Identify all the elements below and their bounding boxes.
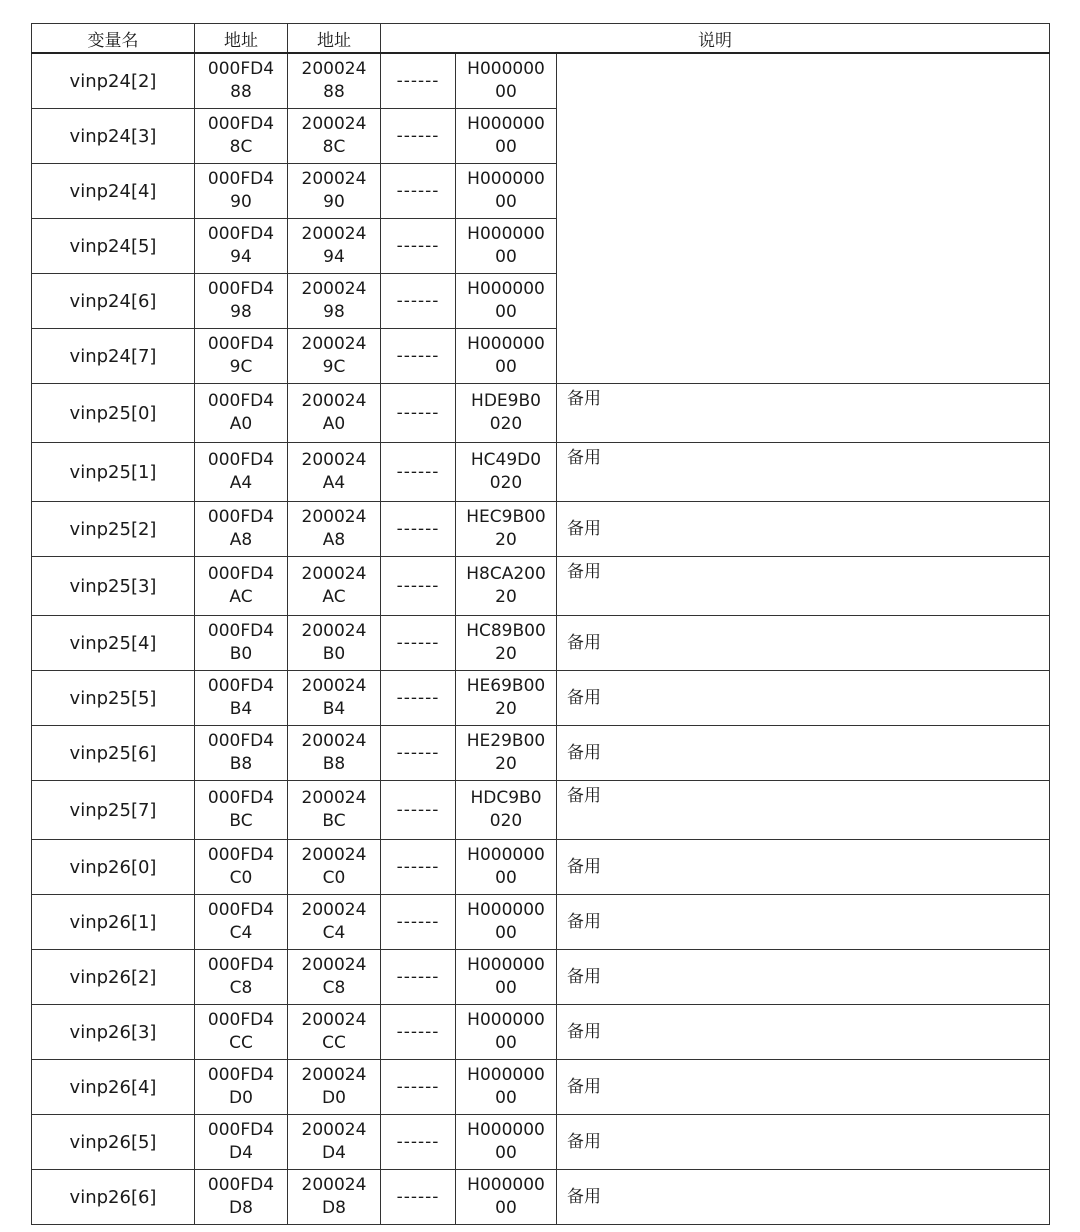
default-value-cell <box>456 1005 557 1060</box>
default-value-line: 20 <box>495 754 517 774</box>
description-cell: 备用 <box>557 1115 1050 1170</box>
address-2-cell <box>288 616 381 671</box>
address-1-cell <box>195 443 288 502</box>
address-2-line: 200024 <box>301 1010 367 1030</box>
address-1-line: 000FD4 <box>207 1010 275 1030</box>
address-1-line: BC <box>229 811 253 831</box>
table-row <box>32 53 1050 109</box>
placeholder-dash-cell: ------ <box>381 274 456 329</box>
default-value-cell <box>456 109 557 164</box>
placeholder-dash-cell: ------ <box>381 329 456 384</box>
address-1-line: 000FD4 <box>207 1065 275 1085</box>
variable-name-cell: vinp24[4] <box>32 164 195 219</box>
variable-name-cell: vinp26[2] <box>32 950 195 1005</box>
placeholder-dash-cell: ------ <box>381 840 456 895</box>
address-1-line: A8 <box>229 530 253 550</box>
address-1-line: 94 <box>230 247 252 267</box>
address-2-cell <box>288 950 381 1005</box>
default-value-line: 00 <box>495 923 517 943</box>
default-value-line: H000000 <box>467 169 545 189</box>
default-value-cell <box>456 1115 557 1170</box>
default-value-line: 00 <box>495 1143 517 1163</box>
address-2-line: 200024 <box>301 845 367 865</box>
description-cell: 备用 <box>557 1170 1050 1225</box>
placeholder-dash-cell: ------ <box>381 950 456 1005</box>
header-row <box>32 24 1050 54</box>
description-cell <box>557 109 1050 164</box>
table-row <box>32 840 1050 895</box>
placeholder-dash-cell: ------ <box>381 726 456 781</box>
default-value-line: H000000 <box>467 334 545 354</box>
address-2-cell <box>288 557 381 616</box>
address-1-line: 000FD4 <box>207 507 275 527</box>
address-1-cell <box>195 726 288 781</box>
address-2-line: 200024 <box>301 1175 367 1195</box>
address-2-cell <box>288 1170 381 1225</box>
table-row <box>32 502 1050 557</box>
default-value-line: H000000 <box>467 1175 545 1195</box>
default-value-line: 20 <box>495 644 517 664</box>
address-2-line: D0 <box>322 1088 346 1108</box>
address-1-line: B4 <box>229 699 253 719</box>
address-1-line: C0 <box>229 868 253 888</box>
default-value-cell <box>456 384 557 443</box>
default-value-line: 20 <box>495 530 517 550</box>
address-1-line: C4 <box>229 923 253 943</box>
address-2-line: 98 <box>323 302 345 322</box>
address-1-line: 000FD4 <box>207 845 275 865</box>
placeholder-dash-cell: ------ <box>381 1115 456 1170</box>
address-1-line: 000FD4 <box>207 955 275 975</box>
table-row <box>32 950 1050 1005</box>
address-1-cell <box>195 781 288 840</box>
table-row <box>32 671 1050 726</box>
address-1-line: 98 <box>230 302 252 322</box>
address-2-cell <box>288 109 381 164</box>
variable-name-cell: vinp25[7] <box>32 781 195 840</box>
default-value-line: H000000 <box>467 59 545 79</box>
address-2-line: A0 <box>322 414 346 434</box>
address-2-line: 90 <box>323 192 345 212</box>
address-1-cell <box>195 53 288 109</box>
header-address-1: 地址 <box>195 24 288 54</box>
variable-name-cell: vinp24[2] <box>32 53 195 109</box>
default-value-cell <box>456 781 557 840</box>
default-value-line: H000000 <box>467 1120 545 1140</box>
default-value-line: H000000 <box>467 900 545 920</box>
address-2-line: C4 <box>322 923 346 943</box>
address-2-cell <box>288 671 381 726</box>
description-cell: 备用 <box>557 726 1050 781</box>
address-1-line: 000FD4 <box>207 59 275 79</box>
default-value-line: 00 <box>495 1088 517 1108</box>
address-1-line: 8C <box>229 137 253 157</box>
table-row <box>32 164 1050 219</box>
default-value-line: HC89B00 <box>466 621 546 641</box>
address-1-line: 000FD4 <box>207 900 275 920</box>
address-2-line: B0 <box>322 644 346 664</box>
default-value-line: 00 <box>495 1033 517 1053</box>
address-1-line: AC <box>229 587 253 607</box>
address-2-line: 8C <box>322 137 346 157</box>
default-value-line: 00 <box>495 302 517 322</box>
table-row <box>32 443 1050 502</box>
address-2-line: 200024 <box>301 621 367 641</box>
description-cell: 备用 <box>557 781 1050 840</box>
address-1-line: 000FD4 <box>207 114 275 134</box>
placeholder-dash-cell: ------ <box>381 671 456 726</box>
table-header <box>32 24 1050 54</box>
variable-name-cell: vinp26[3] <box>32 1005 195 1060</box>
table-row <box>32 616 1050 671</box>
default-value-cell <box>456 443 557 502</box>
address-2-cell <box>288 895 381 950</box>
address-2-line: 9C <box>322 357 346 377</box>
default-value-line: H000000 <box>467 1065 545 1085</box>
address-1-line: 000FD4 <box>207 391 275 411</box>
default-value-line: H000000 <box>467 114 545 134</box>
address-1-line: A0 <box>229 414 253 434</box>
address-2-line: 200024 <box>301 114 367 134</box>
default-value-line: 00 <box>495 868 517 888</box>
header-description: 说明 <box>381 24 1050 54</box>
description-cell: 备用 <box>557 502 1050 557</box>
address-1-line: B8 <box>229 754 253 774</box>
table-row <box>32 109 1050 164</box>
default-value-line: 020 <box>489 473 523 493</box>
table-body <box>32 53 1050 1225</box>
address-1-line: D4 <box>229 1143 253 1163</box>
table-row <box>32 781 1050 840</box>
default-value-cell <box>456 164 557 219</box>
description-cell: 备用 <box>557 557 1050 616</box>
default-value-cell <box>456 274 557 329</box>
address-2-cell <box>288 53 381 109</box>
address-1-cell <box>195 671 288 726</box>
address-1-cell <box>195 164 288 219</box>
address-2-line: 200024 <box>301 731 367 751</box>
address-1-cell <box>195 895 288 950</box>
table-row <box>32 895 1050 950</box>
address-1-line: B0 <box>229 644 253 664</box>
table-row <box>32 557 1050 616</box>
placeholder-dash-cell: ------ <box>381 384 456 443</box>
description-cell: 备用 <box>557 895 1050 950</box>
placeholder-dash-cell: ------ <box>381 1060 456 1115</box>
default-value-cell <box>456 726 557 781</box>
description-cell: 备用 <box>557 671 1050 726</box>
default-value-line: H000000 <box>467 279 545 299</box>
address-2-cell <box>288 443 381 502</box>
address-1-line: 000FD4 <box>207 334 275 354</box>
address-1-line: 000FD4 <box>207 1120 275 1140</box>
default-value-line: 00 <box>495 137 517 157</box>
address-2-line: 200024 <box>301 900 367 920</box>
table-row <box>32 274 1050 329</box>
address-2-line: 200024 <box>301 955 367 975</box>
default-value-cell <box>456 1060 557 1115</box>
address-2-line: A4 <box>322 473 346 493</box>
placeholder-dash-cell: ------ <box>381 443 456 502</box>
variable-name-cell: vinp25[1] <box>32 443 195 502</box>
address-1-line: 88 <box>230 82 252 102</box>
placeholder-dash-cell: ------ <box>381 557 456 616</box>
address-2-line: 200024 <box>301 391 367 411</box>
table-row <box>32 219 1050 274</box>
description-cell <box>557 53 1050 109</box>
address-1-cell <box>195 1170 288 1225</box>
address-2-line: 88 <box>323 82 345 102</box>
default-value-cell <box>456 557 557 616</box>
address-1-line: 000FD4 <box>207 788 275 808</box>
default-value-cell <box>456 219 557 274</box>
address-2-cell <box>288 274 381 329</box>
table-row <box>32 1115 1050 1170</box>
address-1-line: 000FD4 <box>207 279 275 299</box>
default-value-line: 00 <box>495 978 517 998</box>
default-value-cell <box>456 840 557 895</box>
address-2-line: C8 <box>322 978 346 998</box>
default-value-cell <box>456 895 557 950</box>
description-cell: 备用 <box>557 443 1050 502</box>
default-value-line: 20 <box>495 587 517 607</box>
address-1-line: CC <box>229 1033 253 1053</box>
address-1-cell <box>195 1005 288 1060</box>
default-value-cell <box>456 671 557 726</box>
address-2-line: 200024 <box>301 564 367 584</box>
address-1-line: C8 <box>229 978 253 998</box>
address-1-line: 000FD4 <box>207 1175 275 1195</box>
default-value-cell <box>456 329 557 384</box>
address-2-cell <box>288 164 381 219</box>
default-value-cell <box>456 502 557 557</box>
address-2-line: 200024 <box>301 507 367 527</box>
default-value-cell <box>456 53 557 109</box>
address-1-cell <box>195 274 288 329</box>
address-2-cell <box>288 1005 381 1060</box>
address-2-cell <box>288 329 381 384</box>
variable-name-cell: vinp26[5] <box>32 1115 195 1170</box>
description-cell <box>557 219 1050 274</box>
default-value-line: 00 <box>495 247 517 267</box>
variable-name-cell: vinp24[7] <box>32 329 195 384</box>
variable-name-cell: vinp25[0] <box>32 384 195 443</box>
address-2-line: 200024 <box>301 279 367 299</box>
header-address-2: 地址 <box>288 24 381 54</box>
table-row <box>32 1170 1050 1225</box>
address-2-line: 200024 <box>301 169 367 189</box>
address-1-line: 9C <box>229 357 253 377</box>
address-2-line: 94 <box>323 247 345 267</box>
address-1-cell <box>195 1115 288 1170</box>
address-1-cell <box>195 109 288 164</box>
variable-name-cell: vinp26[0] <box>32 840 195 895</box>
description-cell: 备用 <box>557 384 1050 443</box>
default-value-line: HDC9B0 <box>470 788 542 808</box>
description-cell <box>557 164 1050 219</box>
address-1-line: 000FD4 <box>207 224 275 244</box>
table-row <box>32 726 1050 781</box>
table-row <box>32 384 1050 443</box>
variable-name-cell: vinp25[4] <box>32 616 195 671</box>
address-1-cell <box>195 219 288 274</box>
address-1-cell <box>195 384 288 443</box>
default-value-cell <box>456 616 557 671</box>
placeholder-dash-cell: ------ <box>381 53 456 109</box>
address-2-cell <box>288 1115 381 1170</box>
address-2-cell <box>288 384 381 443</box>
placeholder-dash-cell: ------ <box>381 502 456 557</box>
default-value-line: 00 <box>495 82 517 102</box>
address-1-line: 000FD4 <box>207 450 275 470</box>
table-row <box>32 1005 1050 1060</box>
default-value-line: 00 <box>495 1198 517 1218</box>
placeholder-dash-cell: ------ <box>381 219 456 274</box>
address-2-line: 200024 <box>301 224 367 244</box>
placeholder-dash-cell: ------ <box>381 1170 456 1225</box>
address-2-line: B4 <box>322 699 346 719</box>
address-1-line: D8 <box>229 1198 253 1218</box>
variable-name-cell: vinp24[5] <box>32 219 195 274</box>
placeholder-dash-cell: ------ <box>381 616 456 671</box>
default-value-cell <box>456 950 557 1005</box>
address-1-cell <box>195 502 288 557</box>
default-value-line: H000000 <box>467 955 545 975</box>
default-value-line: H000000 <box>467 1010 545 1030</box>
default-value-line: HE69B00 <box>466 676 546 696</box>
address-1-cell <box>195 329 288 384</box>
default-value-line: 20 <box>495 699 517 719</box>
description-cell <box>557 274 1050 329</box>
default-value-line: HDE9B0 <box>471 391 541 411</box>
address-1-line: 000FD4 <box>207 676 275 696</box>
address-2-line: BC <box>322 811 346 831</box>
table-row <box>32 1060 1050 1115</box>
address-2-line: B8 <box>322 754 346 774</box>
default-value-line: 020 <box>489 811 523 831</box>
address-2-line: A8 <box>322 530 346 550</box>
placeholder-dash-cell: ------ <box>381 781 456 840</box>
placeholder-dash-cell: ------ <box>381 1005 456 1060</box>
default-value-line: HEC9B00 <box>466 507 546 527</box>
address-2-cell <box>288 502 381 557</box>
address-2-cell <box>288 726 381 781</box>
address-2-cell <box>288 840 381 895</box>
address-1-line: 000FD4 <box>207 731 275 751</box>
variable-name-cell: vinp26[1] <box>32 895 195 950</box>
register-table-page <box>31 23 1049 1225</box>
default-value-cell <box>456 1170 557 1225</box>
placeholder-dash-cell: ------ <box>381 109 456 164</box>
address-1-cell <box>195 557 288 616</box>
default-value-line: H000000 <box>467 224 545 244</box>
address-2-cell <box>288 219 381 274</box>
variable-name-cell: vinp25[6] <box>32 726 195 781</box>
description-cell <box>557 329 1050 384</box>
description-cell: 备用 <box>557 616 1050 671</box>
variable-name-cell: vinp26[6] <box>32 1170 195 1225</box>
address-2-line: 200024 <box>301 334 367 354</box>
default-value-line: 00 <box>495 357 517 377</box>
address-1-cell <box>195 616 288 671</box>
address-2-cell <box>288 1060 381 1115</box>
address-1-line: A4 <box>229 473 253 493</box>
table-row <box>32 329 1050 384</box>
description-cell: 备用 <box>557 1005 1050 1060</box>
description-cell: 备用 <box>557 950 1050 1005</box>
default-value-line: H000000 <box>467 845 545 865</box>
address-1-line: D0 <box>229 1088 253 1108</box>
address-2-line: 200024 <box>301 1065 367 1085</box>
variable-name-cell: vinp24[6] <box>32 274 195 329</box>
address-1-cell <box>195 950 288 1005</box>
address-2-line: 200024 <box>301 788 367 808</box>
default-value-line: 00 <box>495 192 517 212</box>
address-2-line: CC <box>322 1033 346 1053</box>
address-2-line: 200024 <box>301 59 367 79</box>
register-table <box>31 23 1050 1225</box>
variable-name-cell: vinp26[4] <box>32 1060 195 1115</box>
address-2-line: D4 <box>322 1143 346 1163</box>
address-1-line: 90 <box>230 192 252 212</box>
default-value-line: 020 <box>489 414 523 434</box>
address-2-line: 200024 <box>301 676 367 696</box>
default-value-line: HC49D0 <box>470 450 542 470</box>
variable-name-cell: vinp25[2] <box>32 502 195 557</box>
address-2-line: AC <box>322 587 346 607</box>
variable-name-cell: vinp24[3] <box>32 109 195 164</box>
address-2-line: 200024 <box>301 450 367 470</box>
placeholder-dash-cell: ------ <box>381 164 456 219</box>
address-1-line: 000FD4 <box>207 564 275 584</box>
placeholder-dash-cell: ------ <box>381 895 456 950</box>
address-1-cell <box>195 840 288 895</box>
address-2-line: 200024 <box>301 1120 367 1140</box>
description-cell: 备用 <box>557 840 1050 895</box>
default-value-line: H8CA200 <box>466 564 546 584</box>
variable-name-cell: vinp25[3] <box>32 557 195 616</box>
variable-name-cell: vinp25[5] <box>32 671 195 726</box>
address-1-line: 000FD4 <box>207 621 275 641</box>
header-variable-name: 变量名 <box>32 24 195 54</box>
address-1-line: 000FD4 <box>207 169 275 189</box>
address-2-line: D8 <box>322 1198 346 1218</box>
default-value-line: HE29B00 <box>466 731 546 751</box>
address-2-line: C0 <box>322 868 346 888</box>
address-2-cell <box>288 781 381 840</box>
description-cell: 备用 <box>557 1060 1050 1115</box>
address-1-cell <box>195 1060 288 1115</box>
